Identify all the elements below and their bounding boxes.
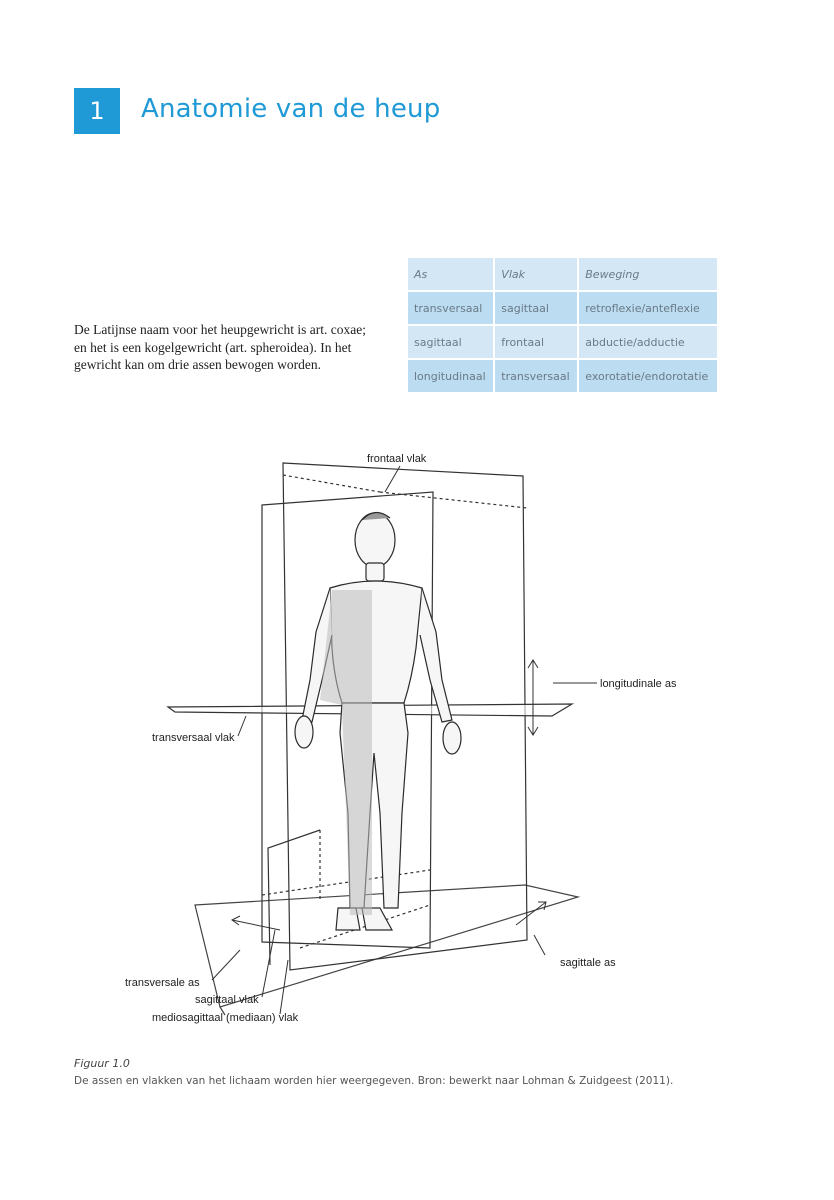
table-cell: exorotatie/endorotatie [579, 360, 717, 392]
figure-caption-title: Figuur 1.0 [74, 1057, 130, 1070]
chapter-number-badge: 1 [74, 88, 120, 134]
table-header-cell: As [408, 258, 493, 290]
body-planes-figure [0, 440, 834, 1040]
label-sagittal-plane: sagittaal vlak [195, 994, 259, 1006]
table-cell: longitudinaal [408, 360, 493, 392]
table-header-cell: Vlak [495, 258, 577, 290]
label-median-plane: mediosagittaal (mediaan) vlak [152, 1012, 299, 1024]
table-cell: frontaal [495, 326, 577, 358]
label-transverse-axis: transversale as [125, 977, 200, 989]
table-cell: transversaal [495, 360, 577, 392]
table-row [408, 326, 717, 358]
label-longitudinal-axis: longitudinale as [600, 678, 677, 690]
table-header-row [408, 258, 717, 290]
table-row [408, 360, 717, 392]
table-cell: sagittaal [408, 326, 493, 358]
table-row [408, 292, 717, 324]
intro-paragraph: De Latijnse naam voor het heupgewricht is art. coxae; en het is een kogelgewricht (art. spheroidea). In het gewricht kan om drie assen bewogen worden. [74, 322, 367, 372]
label-frontal-plane: frontaal vlak [367, 453, 427, 465]
table-cell: abductie/adductie [579, 326, 717, 358]
axes-table [406, 256, 719, 394]
table-cell: retroflexie/anteflexie [579, 292, 717, 324]
table-cell: sagittaal [495, 292, 577, 324]
table-header-cell: Beweging [579, 258, 717, 290]
table-cell: transversaal [408, 292, 493, 324]
label-transverse-plane: transversaal vlak [152, 732, 235, 744]
chapter-title: Anatomie van de heup [141, 94, 441, 124]
label-sagittal-axis: sagittale as [560, 957, 616, 969]
figure-caption-text: De assen en vlakken van het lichaam worden hier weergegeven. Bron: bewerkt naar Lohman & Zuidgeest (2011). [74, 1075, 674, 1087]
